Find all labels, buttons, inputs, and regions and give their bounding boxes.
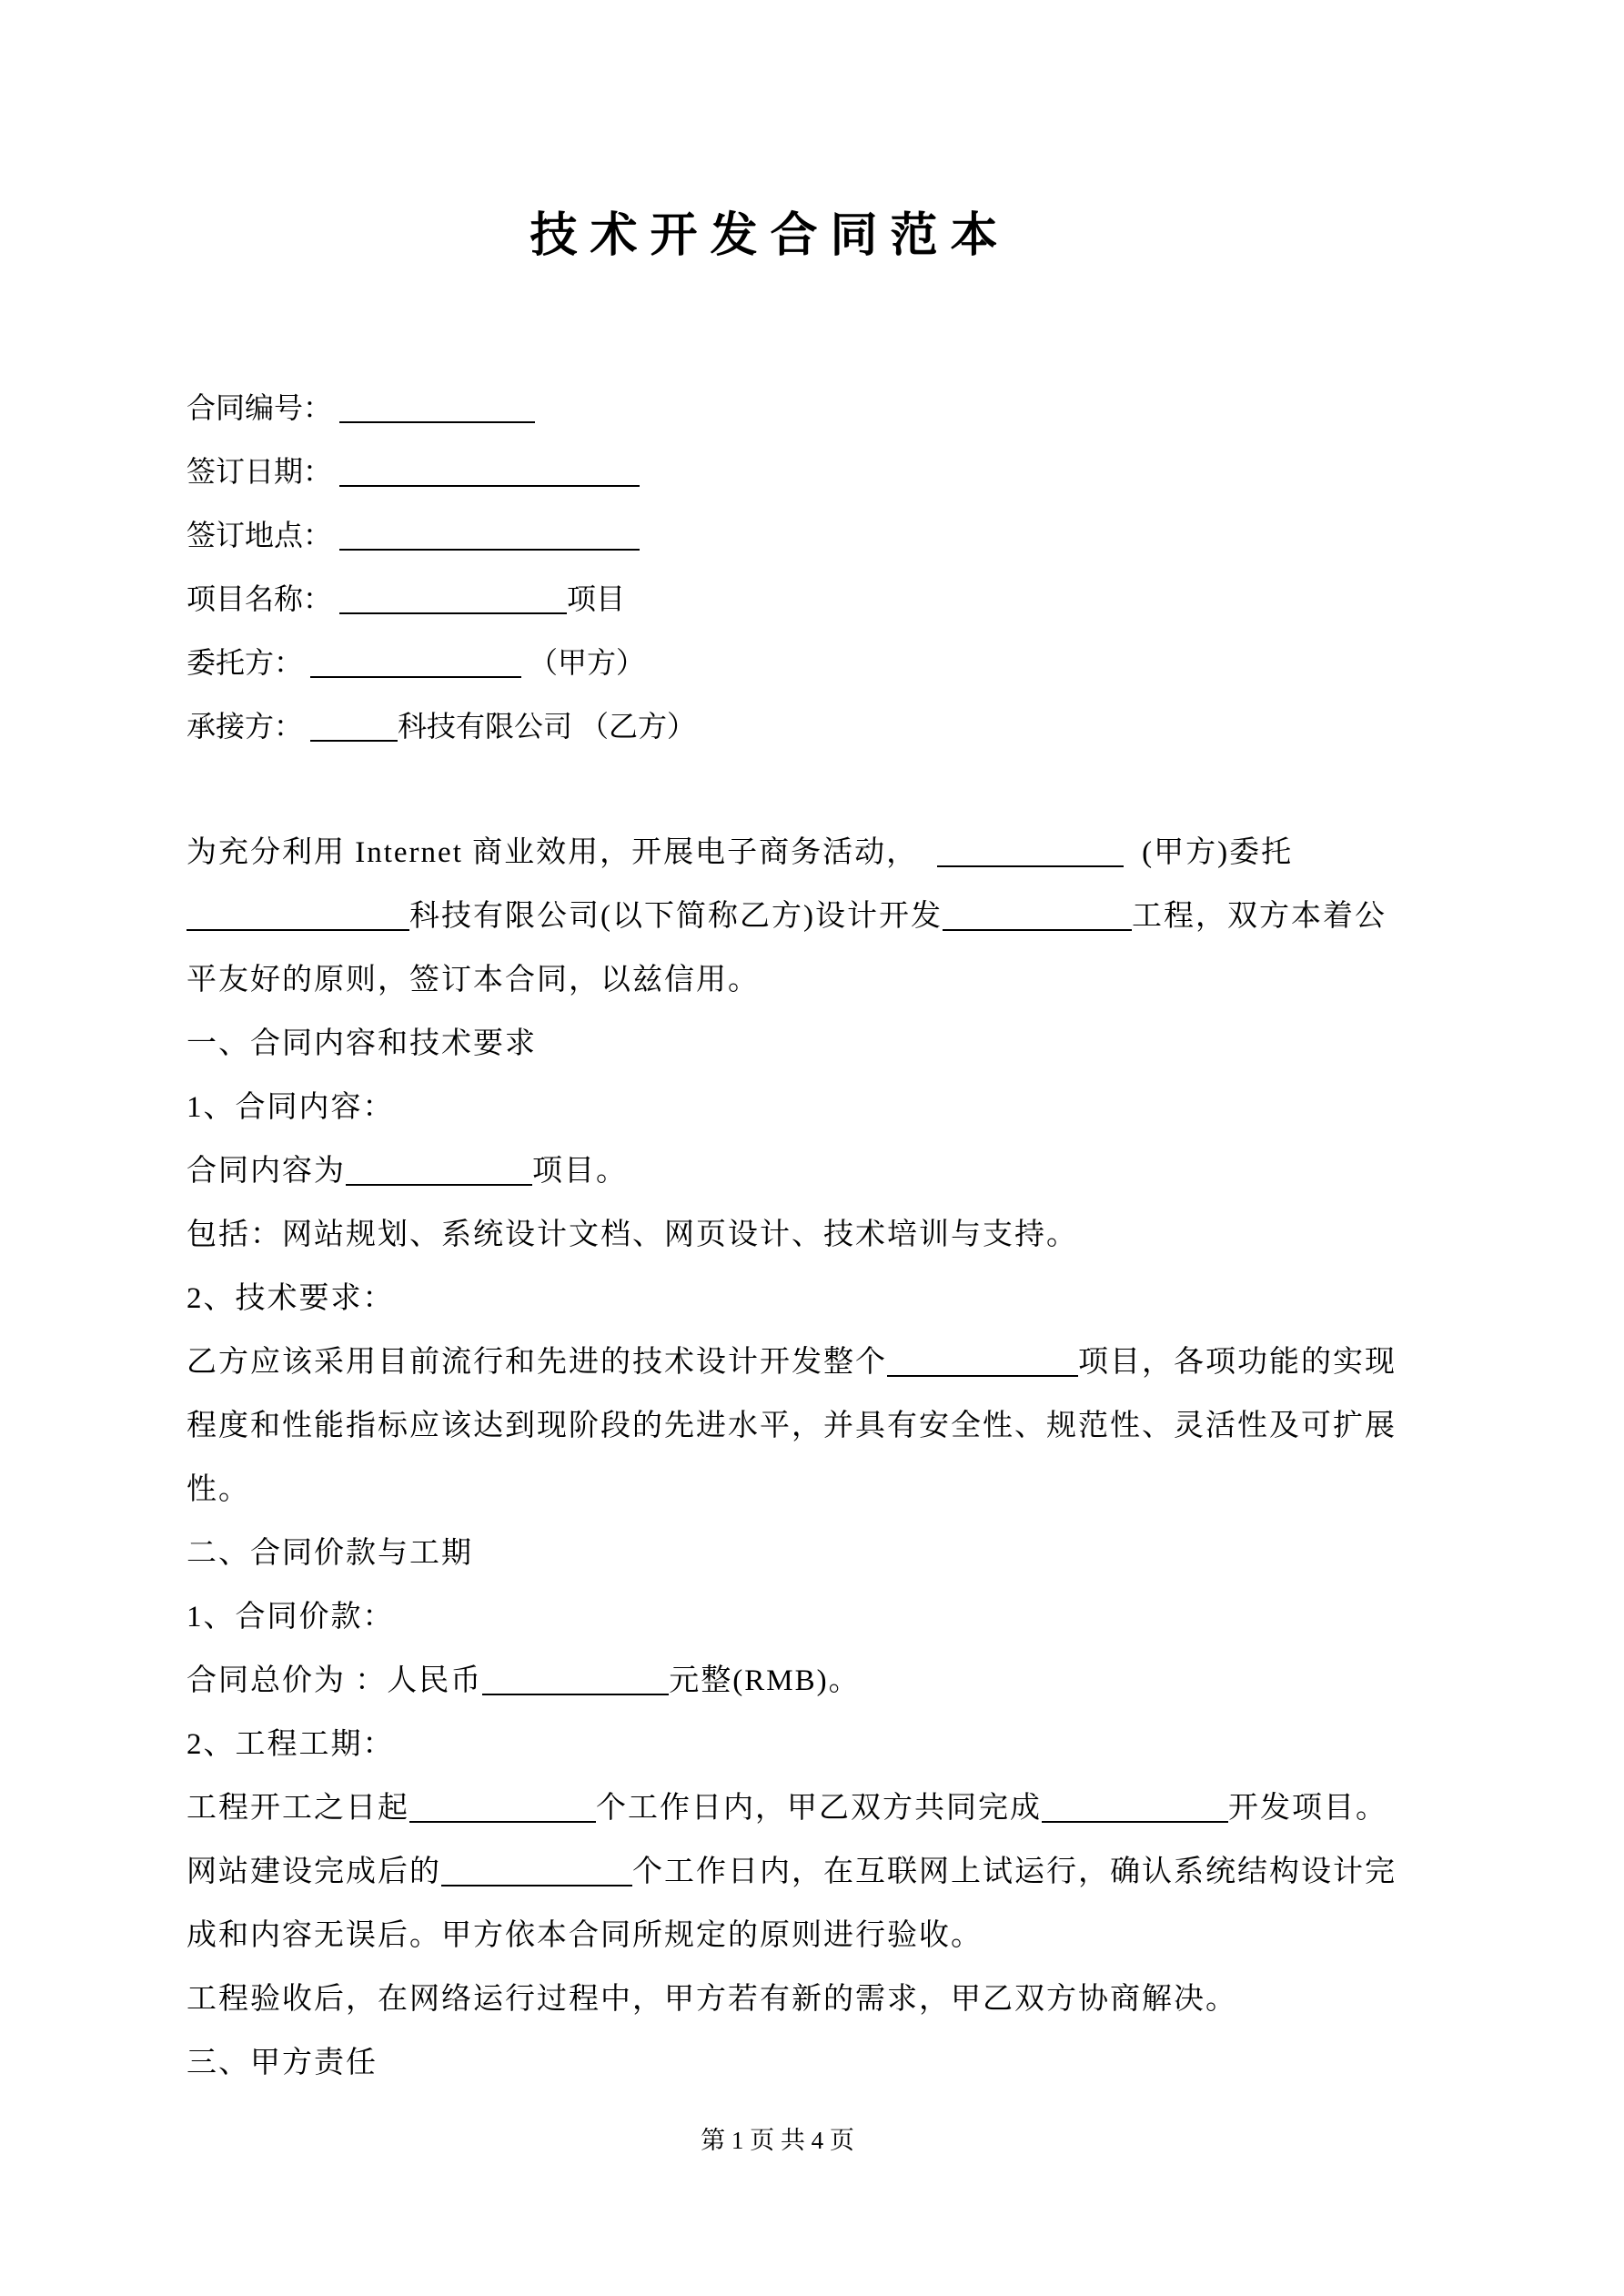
body-text: 乙方应该采用目前流行和先进的技术设计开发整个 xyxy=(187,1346,887,1379)
field-label: 合同编号： xyxy=(187,391,340,424)
field-label: 项目名称： xyxy=(187,582,340,615)
header-field-row xyxy=(187,694,696,758)
fill-in-blank xyxy=(937,862,1124,867)
body-text: 开发项目。 xyxy=(1228,1792,1387,1825)
fill-in-blank xyxy=(339,418,535,423)
field-suffix: （甲方） xyxy=(521,646,646,679)
body-text: 网站建设完成后的 xyxy=(187,1856,441,1888)
fill-in-blank xyxy=(887,1371,1078,1377)
fill-in-blank xyxy=(409,1817,596,1823)
field-suffix: 项目 xyxy=(567,582,626,615)
body-text: 2、工程工期： xyxy=(187,1728,395,1761)
body-text: 元整(RMB)。 xyxy=(669,1664,861,1697)
body-line xyxy=(187,1967,1486,2031)
body-line xyxy=(187,2031,1486,2095)
fill-in-blank xyxy=(339,481,640,487)
fill-in-blank xyxy=(943,925,1132,931)
body-text: 1、合同价款： xyxy=(187,1601,395,1633)
body-line xyxy=(187,1904,1486,1967)
body-text: 1、合同内容： xyxy=(187,1091,395,1124)
fill-in-blank xyxy=(346,1180,532,1186)
body-line xyxy=(187,1776,1486,1840)
body-line xyxy=(187,1139,1486,1203)
body-text: 个工作日内，甲乙双方共同完成 xyxy=(596,1792,1042,1825)
header-field-row xyxy=(187,376,696,440)
body-text: 2、技术要求： xyxy=(187,1282,395,1315)
fill-in-blank xyxy=(310,736,398,742)
body-text: 三、甲方责任 xyxy=(187,2047,378,2079)
body-line xyxy=(187,1585,1486,1649)
body-line xyxy=(187,1649,1486,1713)
body-line xyxy=(187,948,1486,1012)
body-text: 二、合同价款与工期 xyxy=(187,1537,473,1570)
body-text: 包括：网站规划、系统设计文档、网页设计、技术培训与支持。 xyxy=(187,1219,1078,1251)
fill-in-blank xyxy=(482,1690,669,1695)
body-line xyxy=(187,1267,1486,1330)
field-label: 签订日期： xyxy=(187,455,340,488)
fill-in-blank xyxy=(187,925,409,931)
body-text: 项目。 xyxy=(532,1155,628,1188)
body-line xyxy=(187,1012,1486,1076)
fill-in-blank xyxy=(339,545,640,551)
body-text: 程度和性能指标应该达到现阶段的先进水平，并具有安全性、规范性、灵活性及可扩展 xyxy=(187,1410,1397,1442)
field-label: 承接方： xyxy=(187,710,311,743)
body-text: 工程，双方本着公 xyxy=(1131,900,1387,933)
body-line xyxy=(187,1458,1486,1522)
body-line xyxy=(187,885,1486,948)
body-text: 合同总价为 ：人民币 xyxy=(187,1664,483,1697)
header-field-row xyxy=(187,440,696,503)
header-fields-block xyxy=(187,376,696,758)
body-line xyxy=(187,821,1486,885)
body-text: 一、合同内容和技术要求 xyxy=(187,1027,537,1060)
field-label: 签订地点： xyxy=(187,519,340,551)
body-text: 为充分利用 Internet 商业效用，开展电子商务活动， xyxy=(187,836,937,869)
header-field-row xyxy=(187,503,696,567)
fill-in-blank xyxy=(441,1881,632,1886)
fill-in-blank xyxy=(339,609,567,614)
body-text: 平友好的原则，签订本合同，以兹信用。 xyxy=(187,964,760,996)
body-line xyxy=(187,1076,1486,1139)
field-suffix: 科技有限公司 （乙方） xyxy=(398,710,697,743)
body-text: 工程开工之日起 xyxy=(187,1792,409,1825)
body-line xyxy=(187,1713,1486,1776)
body-text: 性。 xyxy=(187,1473,250,1506)
body-text: 工程验收后，在网络运行过程中，甲方若有新的需求，甲乙双方协商解决。 xyxy=(187,1983,1237,2016)
header-field-row xyxy=(187,631,696,694)
body-text: 个工作日内，在互联网上试运行，确认系统结构设计完 xyxy=(632,1856,1397,1888)
body-line xyxy=(187,1394,1486,1458)
body-text: 科技有限公司(以下简称乙方)设计开发 xyxy=(409,900,943,933)
contract-body xyxy=(187,821,1486,2095)
page-footer: 第 1 页 共 4 页 xyxy=(701,2127,854,2154)
body-line xyxy=(187,1840,1486,1904)
fill-in-blank xyxy=(310,673,521,678)
body-text: 项目，各项功能的实现 xyxy=(1078,1346,1397,1379)
body-text: (甲方)委托 xyxy=(1123,836,1294,869)
body-text: 成和内容无误后。甲方依本合同所规定的原则进行验收。 xyxy=(187,1919,983,1952)
body-line xyxy=(187,1330,1486,1394)
header-field-row xyxy=(187,567,696,631)
body-text: 合同内容为 xyxy=(187,1155,346,1188)
body-line xyxy=(187,1522,1486,1585)
field-label: 委托方： xyxy=(187,646,311,679)
body-line xyxy=(187,1203,1486,1267)
document-title: 技术开发合同范本 xyxy=(530,210,1011,262)
fill-in-blank xyxy=(1042,1817,1228,1823)
